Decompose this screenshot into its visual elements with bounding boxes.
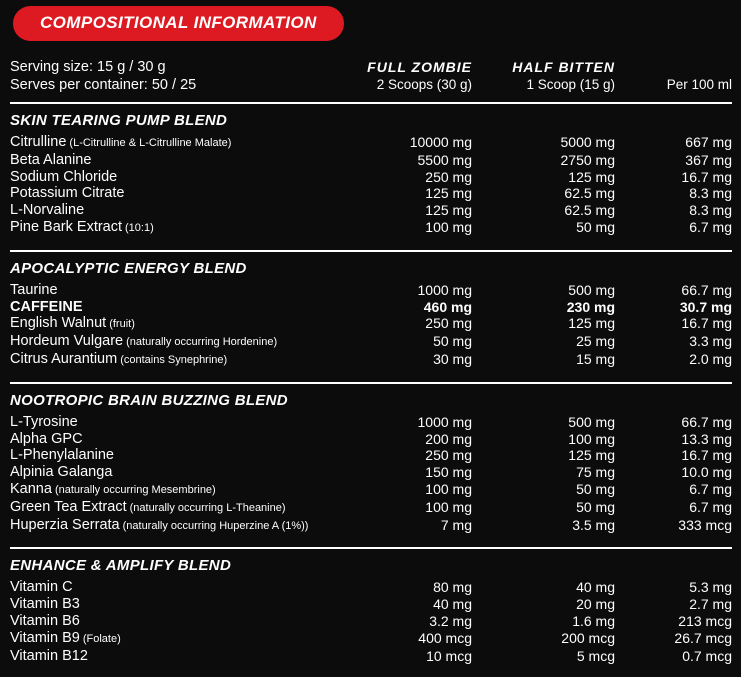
amount-per-100ml: 16.7 mg	[681, 168, 732, 185]
amount-half-bitten: 125 mg	[568, 447, 615, 464]
ingredient-note: (10:1)	[125, 221, 154, 234]
ingredient-row	[10, 481, 732, 499]
ingredient-label: Vitamin B3	[10, 596, 80, 613]
amount-per-100ml: 3.3 mg	[689, 333, 732, 350]
ingredient-row	[10, 630, 732, 648]
ingredient-name	[10, 351, 322, 369]
amount-half-bitten: 50 mg	[576, 218, 615, 235]
ingredient-note: (naturally occurring L-Theanine)	[129, 501, 286, 514]
ingredient-label: Beta Alanine	[10, 151, 92, 168]
badge-label: COMPOSITIONAL INFORMATION	[40, 13, 317, 32]
ingredient-label: Vitamin B12	[10, 647, 88, 664]
full-zombie-subtitle: 2 Scoops (30 g)	[376, 77, 472, 92]
ingredient-label: Citrus Aurantium	[10, 350, 118, 367]
ingredient-label: English Walnut	[10, 315, 107, 332]
amount-half-bitten: 40 mg	[576, 579, 615, 596]
amount-half-bitten: 5000 mg	[560, 134, 615, 150]
ingredient-note: (naturally occurring Mesembrine)	[54, 483, 216, 496]
ingredient-label: Citrulline	[10, 134, 67, 150]
serving-size: Serving size: 15 g / 30 g	[10, 59, 166, 75]
amount-per-100ml: 333 mcg	[678, 516, 732, 533]
amount-full-zombie: 10000 mg	[409, 134, 472, 150]
ingredient-row	[10, 152, 732, 169]
amount-full-zombie: 250 mg	[425, 168, 472, 185]
amount-full-zombie: 40 mg	[433, 596, 472, 613]
amount-half-bitten: 25 mg	[576, 333, 615, 350]
ingredient-row	[10, 517, 732, 535]
column-header-per-100ml	[615, 76, 732, 94]
ingredient-label: CAFFEINE	[10, 298, 83, 315]
ingredient-row	[10, 464, 732, 481]
half-bitten-subtitle: 1 Scoop (15 g)	[526, 77, 615, 92]
amount-per-100ml: 10.0 mg	[681, 464, 732, 481]
ingredient-name	[10, 447, 322, 464]
full-zombie-title: FULL ZOMBIE	[367, 59, 472, 75]
ingredient-name	[10, 517, 322, 535]
amount-half-bitten: 500 mg	[568, 281, 615, 298]
ingredient-row	[10, 315, 732, 333]
amount-half-bitten: 500 mg	[568, 413, 615, 430]
ingredient-label: L-Tyrosine	[10, 413, 78, 430]
ingredient-row	[10, 219, 732, 237]
amount-per-100ml: 26.7 mcg	[674, 629, 732, 646]
ingredient-name	[10, 579, 322, 596]
ingredient-name	[10, 333, 322, 351]
ingredient-label: Huperzia Serrata	[10, 516, 120, 533]
amount-full-zombie: 460 mg	[423, 298, 472, 315]
ingredient-row	[10, 596, 732, 613]
ingredient-label: Vitamin C	[10, 579, 73, 596]
amount-per-100ml: 0.7 mcg	[682, 647, 732, 664]
ingredient-name	[10, 596, 322, 613]
amount-full-zombie: 7 mg	[440, 516, 472, 533]
column-header-full-zombie	[322, 59, 472, 94]
blend-sections	[10, 102, 732, 677]
ingredient-name	[10, 481, 322, 499]
amount-full-zombie: 150 mg	[425, 464, 472, 481]
ingredient-row	[10, 613, 732, 630]
amount-per-100ml: 2.0 mg	[689, 350, 732, 367]
amount-half-bitten: 2750 mg	[560, 151, 615, 168]
ingredient-label: Potassium Citrate	[10, 185, 125, 202]
amount-full-zombie: 400 mcg	[418, 629, 472, 646]
ingredient-label: Vitamin B9	[10, 629, 80, 646]
amount-half-bitten: 125 mg	[568, 168, 615, 185]
amount-full-zombie: 200 mg	[425, 430, 472, 447]
compositional-information-badge	[13, 6, 344, 41]
serving-info	[10, 58, 322, 94]
amount-full-zombie: 250 mg	[425, 447, 472, 464]
ingredient-row	[10, 202, 732, 219]
amount-per-100ml: 66.7 mg	[681, 413, 732, 430]
amount-per-100ml: 30.7 mg	[679, 298, 732, 315]
ingredient-name	[10, 315, 322, 333]
ingredient-name	[10, 499, 322, 517]
amount-per-100ml: 6.7 mg	[689, 480, 732, 497]
amount-per-100ml: 66.7 mg	[681, 281, 732, 298]
ingredient-name	[10, 134, 322, 152]
ingredient-row	[10, 579, 732, 596]
ingredient-row	[10, 447, 732, 464]
amount-full-zombie: 5500 mg	[417, 151, 472, 168]
amount-full-zombie: 100 mg	[425, 218, 472, 235]
ingredient-label: L-Norvaline	[10, 202, 85, 219]
ingredient-label: Green Tea Extract	[10, 498, 127, 515]
amount-per-100ml: 13.3 mg	[681, 430, 732, 447]
amount-half-bitten: 1.6 mg	[572, 612, 615, 629]
ingredient-row	[10, 185, 732, 202]
amount-full-zombie: 1000 mg	[417, 281, 472, 298]
amount-half-bitten: 50 mg	[576, 480, 615, 497]
amount-per-100ml: 667 mg	[685, 134, 732, 150]
ingredient-row	[10, 431, 732, 448]
ingredient-name	[10, 152, 322, 169]
blend-section	[10, 102, 732, 250]
amount-half-bitten: 50 mg	[576, 498, 615, 515]
amount-per-100ml: 8.3 mg	[689, 185, 732, 202]
amount-per-100ml: 213 mcg	[678, 612, 732, 629]
amount-per-100ml: 2.7 mg	[689, 596, 732, 613]
ingredient-note: (naturally occurring Hordenine)	[126, 336, 278, 349]
ingredient-row	[10, 499, 732, 517]
ingredient-label: Taurine	[10, 281, 58, 298]
ingredient-name	[10, 185, 322, 202]
amount-half-bitten: 100 mg	[568, 430, 615, 447]
blend-section	[10, 547, 732, 677]
blend-title: APOCALYPTIC ENERGY BLEND	[10, 259, 247, 277]
amount-full-zombie: 100 mg	[425, 480, 472, 497]
amount-half-bitten: 75 mg	[576, 464, 615, 481]
ingredient-name	[10, 202, 322, 219]
ingredient-name	[10, 464, 322, 481]
ingredient-name	[10, 299, 322, 316]
ingredient-label: Vitamin B6	[10, 612, 80, 629]
amount-full-zombie: 250 mg	[425, 315, 472, 332]
ingredient-row	[10, 351, 732, 369]
ingredient-row	[10, 333, 732, 351]
column-header-half-bitten	[472, 59, 615, 94]
ingredient-row	[10, 134, 732, 152]
ingredient-label: Hordeum Vulgare	[10, 333, 124, 350]
amount-per-100ml: 5.3 mg	[689, 579, 732, 596]
ingredient-name	[10, 414, 322, 431]
amount-full-zombie: 10 mcg	[426, 647, 472, 664]
amount-full-zombie: 50 mg	[433, 333, 472, 350]
ingredient-row	[10, 282, 732, 299]
amount-full-zombie: 100 mg	[425, 498, 472, 515]
ingredient-note: (fruit)	[109, 318, 135, 331]
amount-full-zombie: 125 mg	[425, 202, 472, 219]
amount-per-100ml: 16.7 mg	[681, 447, 732, 464]
amount-full-zombie: 1000 mg	[417, 413, 472, 430]
amount-half-bitten: 125 mg	[568, 315, 615, 332]
blend-title: NOOTROPIC BRAIN BUZZING BLEND	[10, 391, 288, 409]
ingredient-note: (L-Citrulline & L-Citrulline Malate)	[69, 137, 232, 149]
amount-half-bitten: 200 mcg	[561, 629, 615, 646]
blend-section	[10, 250, 732, 382]
amount-per-100ml: 6.7 mg	[689, 498, 732, 515]
ingredient-note: (naturally occurring Huperzine A (1%))	[122, 519, 309, 532]
ingredient-name	[10, 219, 322, 237]
ingredient-label: Alpinia Galanga	[10, 464, 113, 481]
ingredient-label: Alpha GPC	[10, 430, 83, 447]
amount-half-bitten: 15 mg	[576, 350, 615, 367]
amount-half-bitten: 230 mg	[566, 298, 615, 315]
amount-full-zombie: 30 mg	[433, 350, 472, 367]
ingredient-row	[10, 299, 732, 316]
amount-full-zombie: 3.2 mg	[429, 612, 472, 629]
blend-title: SKIN TEARING PUMP BLEND	[10, 112, 228, 129]
ingredient-row	[10, 648, 732, 665]
table-header	[10, 58, 732, 102]
amount-half-bitten: 5 mcg	[576, 647, 615, 664]
amount-per-100ml: 6.7 mg	[689, 218, 732, 235]
ingredient-label: Sodium Chloride	[10, 168, 118, 185]
amount-half-bitten: 62.5 mg	[564, 202, 615, 219]
amount-per-100ml: 367 mg	[685, 151, 732, 168]
ingredient-name	[10, 169, 322, 186]
serves-per-container: Serves per container: 50 / 25	[10, 77, 197, 93]
amount-full-zombie: 80 mg	[433, 579, 472, 596]
amount-per-100ml: 8.3 mg	[689, 202, 732, 219]
ingredient-name	[10, 431, 322, 448]
ingredient-label: Pine Bark Extract	[10, 218, 123, 235]
half-bitten-title: HALF BITTEN	[512, 59, 615, 75]
ingredient-label: Kanna	[10, 480, 52, 497]
amount-half-bitten: 62.5 mg	[564, 185, 615, 202]
per-100ml-title: Per 100 ml	[666, 77, 732, 92]
ingredient-row	[10, 414, 732, 431]
amount-full-zombie: 125 mg	[425, 185, 472, 202]
amount-half-bitten: 20 mg	[576, 596, 615, 613]
amount-half-bitten: 3.5 mg	[572, 516, 615, 533]
ingredient-label: L-Phenylalanine	[10, 447, 114, 464]
ingredient-note: (Folate)	[82, 632, 121, 645]
ingredient-name	[10, 648, 322, 665]
ingredient-name	[10, 630, 322, 648]
ingredient-row	[10, 169, 732, 186]
ingredient-name	[10, 613, 322, 630]
ingredient-note: (contains Synephrine)	[120, 353, 228, 366]
ingredient-name	[10, 282, 322, 299]
blend-title: ENHANCE & AMPLIFY BLEND	[10, 557, 232, 575]
blend-section	[10, 382, 732, 548]
amount-per-100ml: 16.7 mg	[681, 315, 732, 332]
